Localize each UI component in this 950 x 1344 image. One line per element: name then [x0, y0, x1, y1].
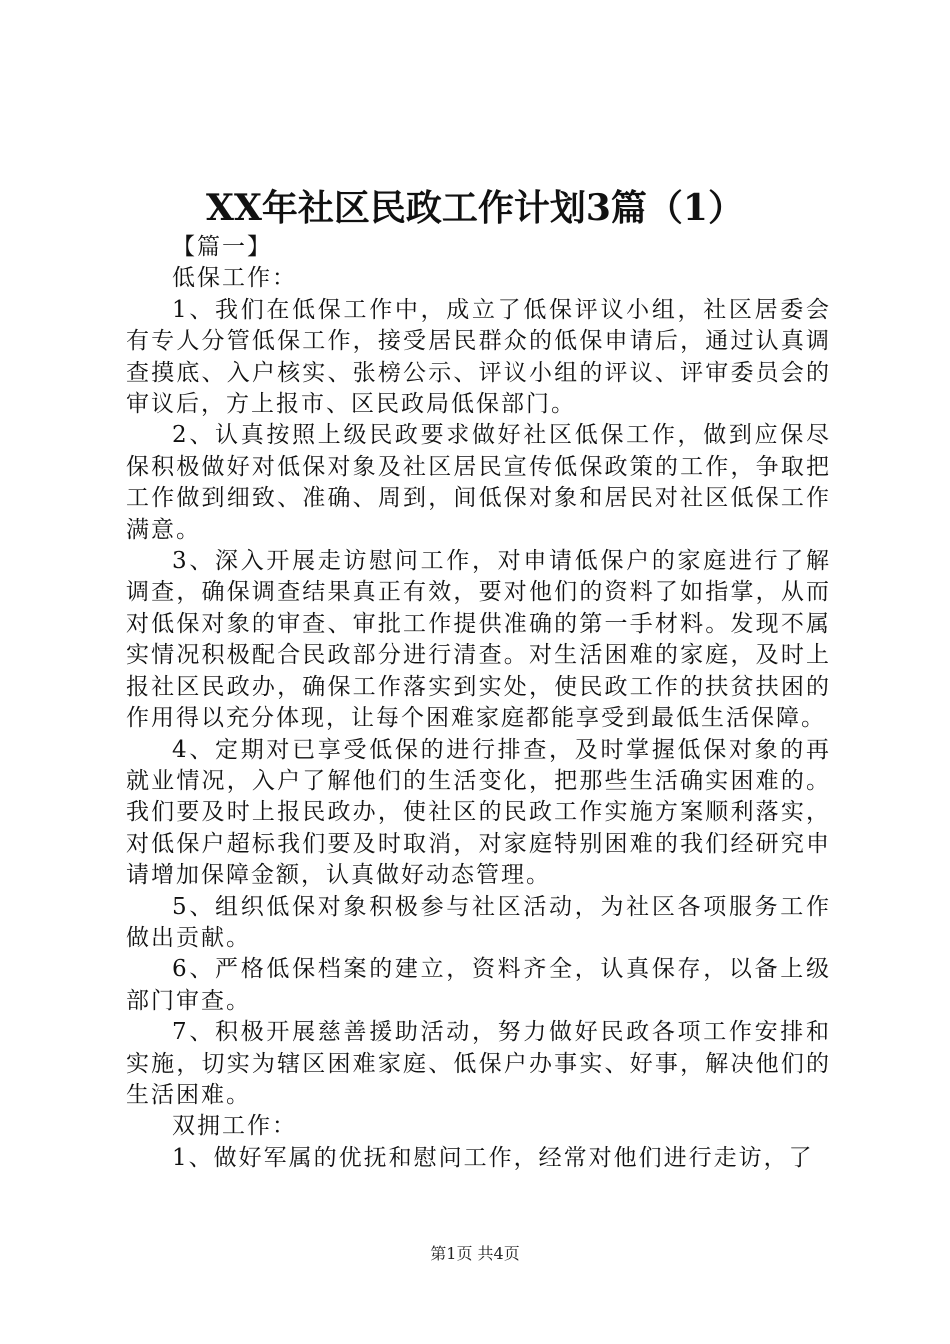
page-footer: 第1页 共4页: [430, 1244, 520, 1263]
paragraph: 5、组织低保对象积极参与社区活动，为社区各项服务工作做出贡献。: [126, 893, 831, 951]
section-heading: 【篇一】: [172, 234, 272, 260]
paragraph: 2、认真按照上级民政要求做好社区低保工作，做到应保尽保积极做好对低保对象及社区居民宣传低保政策的工作，争取把工作做到细致、准确、周到，间低保对象和居民对社区低保工作满意。: [126, 422, 831, 543]
document-body: [126, 232, 831, 1174]
paragraph: 4、定期对已享受低保的进行排查，及时掌握低保对象的再就业情况，入户了解他们的生活变化，把那些生活确实困难的。我们要及时上报民政办，使社区的民政工作实施方案顺利落实，对低保户超标我们要及时取消，对家庭特别困难的我们经研究申请增加保障金额，认真做好动态管理。: [126, 736, 831, 889]
paragraph: 3、深入开展走访慰问工作，对申请低保户的家庭进行了解调查，确保调查结果真正有效，要对他们的资料了如指掌，从而对低保对象的审查、审批工作提供准确的第一手材料。发现不属实情况积极配合民政部分进行清查。对生活困难的家庭，及时上报社区民政办，确保工作落实到实处，使民政工作的扶贫扶困的作用得以充分体现，让每个困难家庭都能享受到最低生活保障。: [126, 548, 831, 732]
paragraph: 7、积极开展慈善援助活动，努力做好民政各项工作安排和实施，切实为辖区困难家庭、低保户办事实、好事，解决他们的生活困难。: [126, 1019, 831, 1108]
paragraph: 1、做好军属的优抚和慰问工作，经常对他们进行走访，了: [172, 1144, 814, 1171]
paragraph: 1、我们在低保工作中，成立了低保评议小组，社区居委会有专人分管低保工作，接受居民群众的低保申请后，通过认真调查摸底、入户核实、张榜公示、评议小组的评议、评审委员会的审议后，方上报市、区民政局低保部门。: [126, 296, 831, 418]
paragraph: 6、严格低保档案的建立，资料齐全，认真保存，以备上级部门审查。: [126, 956, 831, 1014]
subsection-heading: 双拥工作：: [172, 1113, 297, 1140]
document-title: XX年社区民政工作计划3篇（1）: [206, 187, 744, 229]
subsection-heading: 低保工作：: [172, 265, 297, 292]
